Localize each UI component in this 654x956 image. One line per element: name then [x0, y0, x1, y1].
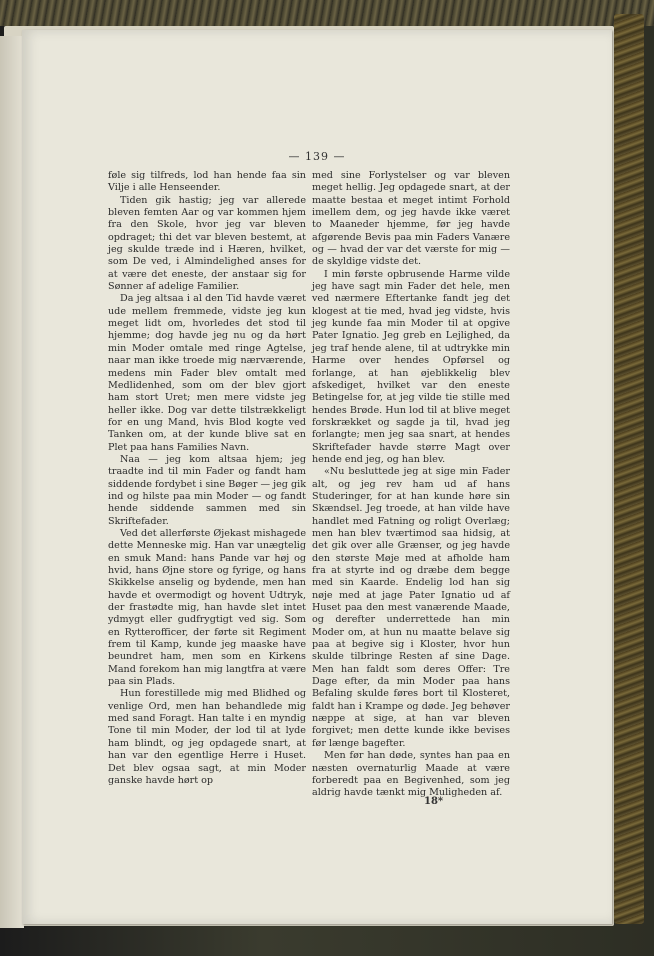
book-page	[22, 30, 612, 924]
paragraph: «Nu besluttede jeg at sige min Fader alt, og jeg rev ham ud af hans Studeringer, for at han kunde høre sin Skændsel. Jeg troede, at han vilde have handlet med Fatning og roligt Overlæg; men han blev tværtimod saa hidsig, at det gik over alle Grænser, og jeg havde den største Møje med at afholde ham fra at styrte ind og dræbe dem begge med sin Kaarde. Endelig lod han sig nøje med at jage Pater Ignatio ud af Huset paa den mest vanærende Maade, og derefter underrettede han min Moder om, at hun nu maatte belave sig paa at begive sig i Kloster, hvor hun skulde tilbringe Resten af sine Dage. Men han faldt som deres Offer: Tre Dage efter, da min Moder paa hans Befaling skulde føres bort til Klosteret, faldt han i Krampe og døde. Jeg behøver næppe at sige, at han var bleven forgivet; men dette kunde ikke bevises før længe bagefter.	[312, 466, 510, 749]
paragraph: Tiden gik hastig; jeg var allerede bleven femten Aar og var kommen hjem fra den Skole, hvor jeg var bleven opdraget; thi det var bleven bestemt, at jeg skulde træde ind i Hæren, hvilket, som De ved, i Almindelighed anses for at være det eneste, der anstaar sig for Sønner af adelige Familier.	[108, 194, 306, 293]
paragraph: Da jeg altsaa i al den Tid havde været ude mellem fremmede, vidste jeg kun meget lidt om, hvorledes det stod til hjemme; dog havde jeg nu og da hørt min Moder omtale med ringe Agtelse, naar man ikke troede mig nærværende, medens min Fader blev omtalt med Medlidenhed, som om der blev gjort ham stort Uret; men mere vidste jeg heller ikke. Dog var dette tilstrækkeligt for en ung Mand, hvis Blod kogte ved Tanken om, at der kunde blive sat en Plet paa hans Families Navn.	[108, 293, 306, 453]
paragraph: Men før han døde, syntes han paa en næsten overnaturlig Maade at være forberedt paa en Begivenhed, som jeg aldrig havde tænkt mig Muligheden af.	[312, 750, 510, 799]
paragraph: Ved det allerførste Øjekast mishagede dette Menneske mig. Han var unægtelig en smuk Mand: hans Pande var høj og hvid, hans Øjne store og fyrige, og hans Skikkelse anselig og bydende, men han havde et overmodigt og hovent Udtryk, der frastødte mig, han havde slet intet ydmygt eller gudfrygtigt ved sig. Som en Rytterofficer, der førte sit Regiment frem til Kamp, kunde jeg maaske have beundret ham, men som en Kirkens Mand forekom han mig langtfra at være paa sin Plads.	[108, 527, 306, 688]
page-number: — 139 —	[288, 150, 346, 163]
text-column-left	[108, 170, 306, 787]
paragraph: I min første opbrusende Harme vilde jeg have sagt min Fader det hele, men ved nærmere Eftertanke fandt jeg det klogest at tie med, hvad jeg vidste, hvis jeg kunde faa min Moder til at opgive Pater Ignatio. Jeg greb en Lejlighed, da jeg traf hende alene, til at udtrykke min Harme over hendes Opførsel og forlange, at han øjeblikkelig blev afskediget, hvilket var den eneste Betingelse for, at jeg vilde tie stille med hendes Brøde. Hun lod til at blive meget forskrækket og sagde ja til, hvad jeg forlangte; men jeg saa snart, at hendes Skriftefader havde større Magt over hende end jeg, og han blev.	[312, 268, 510, 465]
facing-page-edge	[0, 36, 24, 928]
paragraph: føle sig tilfreds, lod han hende faa sin Vilje i alle Henseender.	[108, 170, 306, 194]
text-column-right	[312, 170, 510, 800]
book-cover-right-edge	[614, 14, 644, 924]
printer-signature-mark: 18*	[424, 796, 444, 807]
paragraph: med sine Forlystelser og var bleven meget hellig. Jeg opdagede snart, at der maatte bestaa et meget intimt Forhold imellem dem, og jeg havde ikke været to Maaneder hjemme, før jeg havde afgørende Bevis paa min Faders Vanære og — hvad der var det værste for mig — de skyldige vidste det.	[312, 170, 510, 268]
paragraph: Naa — jeg kom altsaa hjem; jeg traadte ind til min Fader og fandt ham siddende fordybet i sine Bøger — jeg gik ind og hilste paa min Moder — og fandt hende siddende sammen med sin Skriftefader.	[108, 453, 307, 527]
book-cover-top-edge	[0, 0, 654, 26]
paragraph: Hun forestillede mig med Blidhed og venlige Ord, men han behandlede mig med sand Foragt. Han talte i en myndig Tone til min Moder, der lod til at lyde ham blindt, og jeg opdagede snart, at han var den egentlige Herre i Huset. Det blev ogsaa sagt, at min Moder ganske havde hørt op	[108, 688, 306, 786]
